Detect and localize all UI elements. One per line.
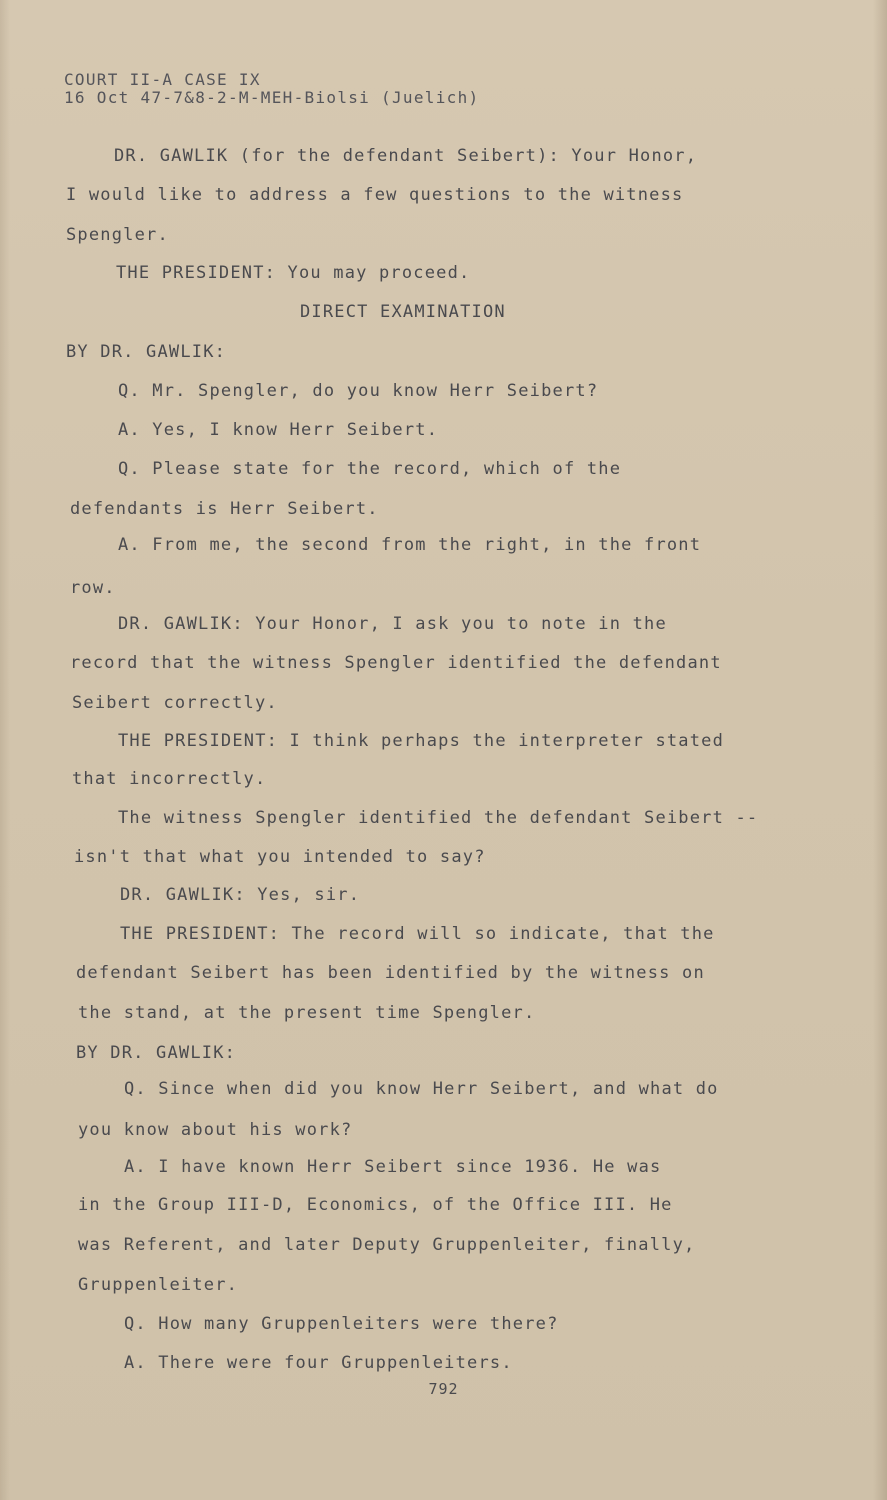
transcript-line: defendant Seibert has been identified by the witness on [76, 963, 705, 983]
transcript-line: Q. Mr. Spengler, do you know Herr Seibert? [118, 381, 599, 401]
transcript-line: The witness Spengler identified the defendant Seibert -- [118, 808, 759, 828]
transcript-line: Q. Since when did you know Herr Seibert, and what do [124, 1079, 719, 1099]
transcript-line: Q. Please state for the record, which of the [118, 459, 622, 479]
section-heading: DIRECT EXAMINATION [300, 302, 506, 322]
transcript-line: THE PRESIDENT: The record will so indicate, that the [120, 924, 715, 944]
transcript-line: A. I have known Herr Seibert since 1936. He was [124, 1157, 662, 1177]
page-edge-shadow-left [0, 0, 10, 1500]
transcript-line: A. There were four Gruppenleiters. [124, 1353, 513, 1373]
transcript-line: record that the witness Spengler identified the defendant [70, 653, 722, 673]
transcript-line: that incorrectly. [72, 769, 267, 789]
transcript-line: row. [70, 578, 116, 598]
session-header: 16 Oct 47-7&8-2-M-MEH-Biolsi (Juelich) [64, 88, 480, 107]
case-header: COURT II-A CASE IX [64, 70, 261, 89]
transcript-line: Gruppenleiter. [78, 1275, 239, 1295]
transcript-line: THE PRESIDENT: I think perhaps the interpreter stated [118, 731, 725, 751]
transcript-line: in the Group III-D, Economics, of the Office III. He [78, 1195, 673, 1215]
transcript-line: DR. GAWLIK: Your Honor, I ask you to note in the [118, 614, 667, 634]
transcript-line: Spengler. [66, 225, 169, 245]
transcript-line: I would like to address a few questions to the witness [66, 185, 684, 205]
transcript-line: was Referent, and later Deputy Gruppenleiter, finally, [78, 1235, 696, 1255]
transcript-line: you know about his work? [78, 1120, 353, 1140]
transcript-line: isn't that what you intended to say? [74, 847, 486, 867]
transcript-line: A. From me, the second from the right, in the front [118, 535, 702, 555]
transcript-line: the stand, at the present time Spengler. [78, 1003, 536, 1023]
transcript-line: THE PRESIDENT: You may proceed. [116, 263, 471, 283]
transcript-line: BY DR. GAWLIK: [66, 342, 227, 362]
transcript-line: defendants is Herr Seibert. [70, 499, 379, 519]
transcript-line: DR. GAWLIK (for the defendant Seibert): Your Honor, [114, 146, 698, 166]
page-number: 792 [428, 1380, 459, 1398]
transcript-line: Seibert correctly. [72, 693, 278, 713]
transcript-line: Q. How many Gruppenleiters were there? [124, 1314, 559, 1334]
transcript-line: BY DR. GAWLIK: [76, 1043, 237, 1063]
transcript-line: DR. GAWLIK: Yes, sir. [120, 885, 361, 905]
page-edge-shadow-right [873, 0, 887, 1500]
transcript-line: A. Yes, I know Herr Seibert. [118, 420, 439, 440]
